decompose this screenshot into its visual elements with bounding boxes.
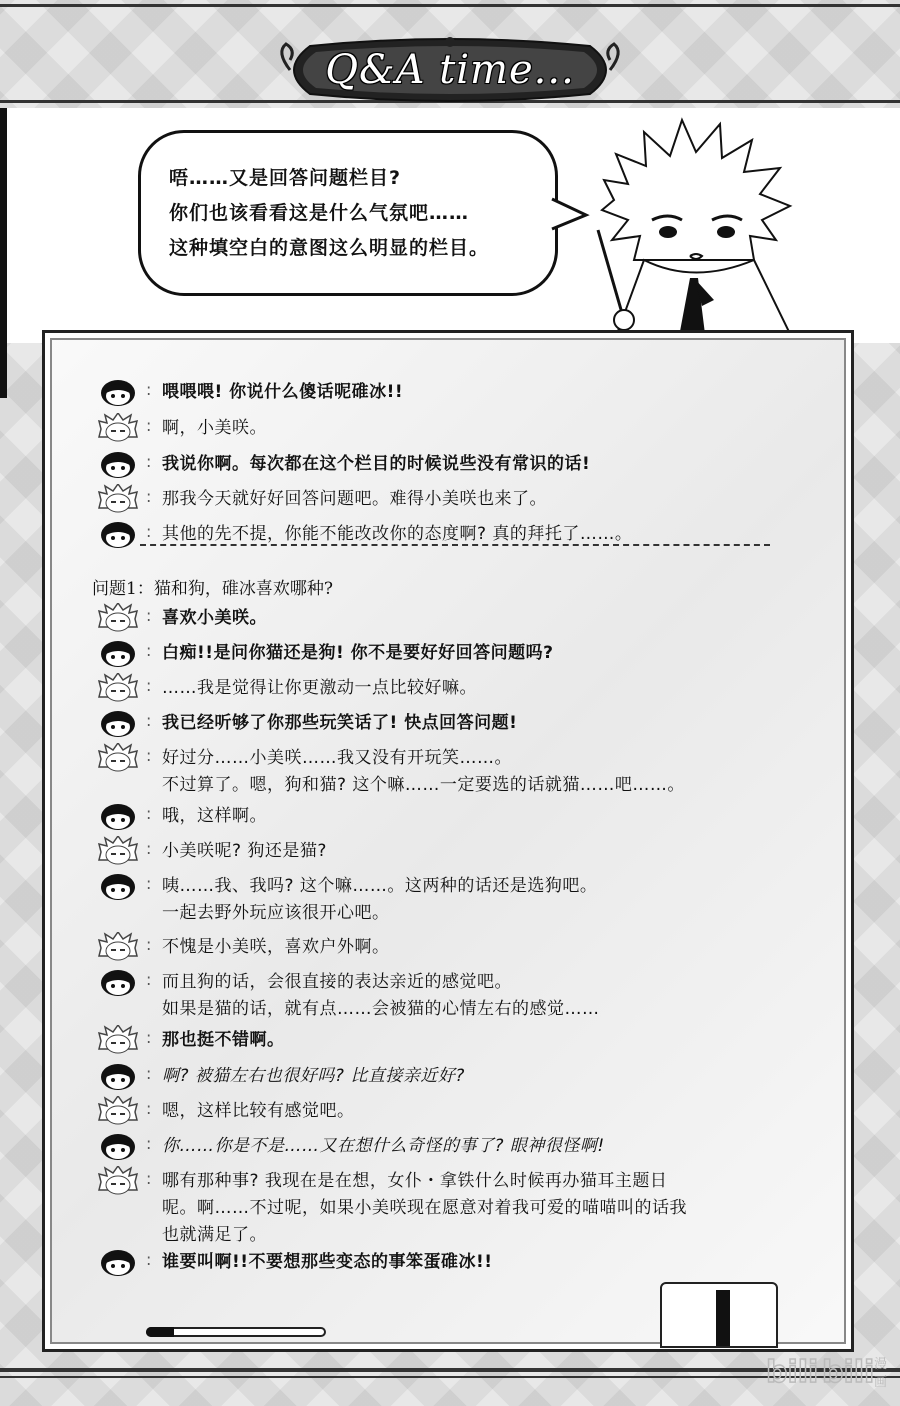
speaker-colon: :: [146, 641, 152, 660]
speaker-colon: :: [146, 1028, 152, 1047]
speaker-colon: :: [146, 874, 152, 893]
misaki-avatar-icon: [97, 519, 139, 549]
usui-avatar-icon: [97, 836, 139, 866]
speaker-colon: :: [146, 380, 152, 399]
svg-text:bili: bili: [822, 1355, 875, 1390]
misaki-avatar-icon: [97, 449, 139, 479]
dialogue-line: 一起去野外玩应该很开心吧。: [162, 903, 390, 923]
speaker-colon: :: [146, 839, 152, 858]
speaker-colon: :: [146, 1250, 152, 1269]
dialogue-line: 好过分……小美咲……我又没有开玩笑……。: [162, 748, 512, 768]
dialogue-line: 那我今天就好好回答问题吧。难得小美咲也来了。: [162, 489, 547, 509]
dialogue-line: 哦，这样啊。: [162, 806, 267, 826]
misaki-avatar-icon: [97, 967, 139, 997]
dialogue-line: 啊? 被猫左右也很好吗? 比直接亲近好?: [162, 1066, 465, 1086]
bilibili-watermark: [762, 1340, 892, 1396]
dialogue-line: 不过算了。嗯，狗和猫? 这个嘛……一定要选的话就猫……吧……。: [162, 775, 685, 795]
speaker-colon: :: [146, 416, 152, 435]
header-title-plate: [270, 36, 630, 104]
dialogue-line: 呢。啊……不过呢，如果小美咲现在愿意对着我可爱的喵喵叫的话我: [162, 1198, 687, 1218]
board-marker: [146, 1327, 326, 1337]
bubble-line: 你们也该看看这是什么气氛吧……: [169, 202, 470, 224]
dialogue-line: 那也挺不错啊。: [162, 1030, 285, 1050]
dialogue-line: 我说你啊。每次都在这个栏目的时候说些没有常识的话!: [162, 454, 591, 474]
board-eraser: [660, 1282, 778, 1348]
dialogue-line: 咦……我、我吗? 这个嘛……。这两种的话还是选狗吧。: [162, 876, 598, 896]
header-title-text: Q&A time...: [325, 47, 575, 93]
header-rule-top: [0, 4, 900, 7]
usui-avatar-icon: [97, 413, 139, 443]
dialogue-line: 你……你是不是……又在想什么奇怪的事了? 眼神很怪啊!: [162, 1136, 605, 1156]
bubble-line: 这种填空白的意图这么明显的栏目。: [169, 237, 490, 259]
dashed-divider: [140, 544, 770, 546]
speaker-colon: :: [146, 1169, 152, 1188]
misaki-avatar-icon: [97, 871, 139, 901]
speaker-colon: :: [146, 606, 152, 625]
dialogue-line: 其他的先不提，你能不能改改你的态度啊? 真的拜托了……。: [162, 524, 633, 544]
speaker-colon: :: [146, 804, 152, 823]
usui-avatar-icon: [97, 932, 139, 962]
speaker-colon: :: [146, 487, 152, 506]
misaki-avatar-icon: [97, 1247, 139, 1277]
speaker-colon: :: [146, 1134, 152, 1153]
misaki-avatar-icon: [97, 801, 139, 831]
speaker-colon: :: [146, 676, 152, 695]
misaki-avatar-icon: [97, 708, 139, 738]
dialogue-line: 谁要叫啊!!不要想那些变态的事笨蛋碓冰!!: [162, 1252, 493, 1272]
dialogue-line: 而且狗的话，会很直接的表达亲近的感觉吧。: [162, 972, 512, 992]
dialogue-line: 哪有那种事? 我现在是在想，女仆・拿铁什么时候再办猫耳主题日: [162, 1171, 668, 1191]
dialogue-line: 喜欢小美咲。: [162, 608, 267, 628]
speaker-colon: :: [146, 1064, 152, 1083]
bilibili-logo-icon: [762, 1340, 892, 1396]
misaki-avatar-icon: [97, 638, 139, 668]
misaki-avatar-icon: [97, 377, 139, 407]
question-1: 问题1：猫和狗，碓冰喜欢哪种?: [92, 579, 333, 599]
dialogue-line: 不愧是小美咲，喜欢户外啊。: [162, 937, 390, 957]
svg-text:bili: bili: [766, 1355, 819, 1390]
dialogue-line: 也就满足了。: [162, 1225, 267, 1245]
usui-avatar-icon: [97, 743, 139, 773]
usui-avatar-icon: [97, 603, 139, 633]
speaker-colon: :: [146, 452, 152, 471]
dialogue-line: 白痴!!是问你猫还是狗! 你不是要好好回答问题吗?: [162, 643, 554, 663]
speaker-colon: :: [146, 1099, 152, 1118]
left-edge-strip: [0, 108, 7, 398]
misaki-avatar-icon: [97, 1131, 139, 1161]
usui-avatar-icon: [97, 673, 139, 703]
dialogue-line: 喂喂喂! 你说什么傻话呢碓冰!!: [162, 382, 404, 402]
speaker-colon: :: [146, 522, 152, 541]
bubble-line: 唔……又是回答问题栏目?: [169, 167, 402, 189]
speaker-colon: :: [146, 935, 152, 954]
speaker-colon: :: [146, 746, 152, 765]
usui-avatar-icon: [97, 1096, 139, 1126]
dialogue-line: 啊，小美咲。: [162, 418, 267, 438]
dialogue-line: ……我是觉得让你更激动一点比较好嘛。: [162, 678, 477, 698]
speech-bubble: [138, 130, 558, 296]
misaki-avatar-icon: [97, 1061, 139, 1091]
usui-avatar-icon: [97, 1025, 139, 1055]
speaker-colon: :: [146, 711, 152, 730]
svg-text:画: 画: [874, 1375, 888, 1390]
usui-avatar-icon: [97, 484, 139, 514]
svg-text:漫: 漫: [874, 1357, 888, 1372]
usui-avatar-icon: [97, 1166, 139, 1196]
speaker-colon: :: [146, 970, 152, 989]
usui-character-icon: [594, 110, 804, 342]
dialogue-line: 我已经听够了你那些玩笑话了! 快点回答问题!: [162, 713, 518, 733]
dialogue-line: 嗯，这样比较有感觉吧。: [162, 1101, 355, 1121]
bubble-tail-icon: [550, 195, 590, 235]
dialogue-line: 如果是猫的话，就有点……会被猫的心情左右的感觉……: [162, 999, 600, 1019]
dialogue-line: 小美咲呢? 狗还是猫?: [162, 841, 327, 861]
